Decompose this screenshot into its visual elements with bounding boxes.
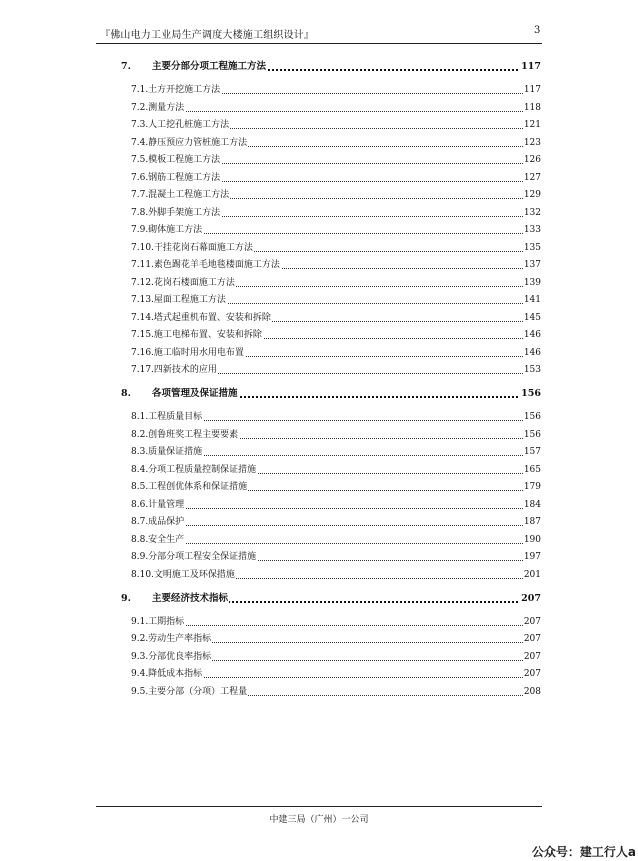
toc-item[interactable] xyxy=(131,550,541,564)
toc-item[interactable] xyxy=(131,667,541,681)
toc-page-number: 137 xyxy=(523,260,541,270)
toc-page-number: 179 xyxy=(523,482,541,492)
toc-section[interactable] xyxy=(121,60,541,74)
toc-item-label: 7.5.模板工程施工方法 xyxy=(131,155,221,165)
toc-item[interactable] xyxy=(131,463,541,477)
toc-item[interactable] xyxy=(131,206,541,220)
toc-page-number: 139 xyxy=(523,277,541,288)
toc-page-number: 157 xyxy=(523,447,541,457)
toc-item[interactable] xyxy=(131,188,541,202)
toc-item[interactable] xyxy=(131,293,541,307)
toc-item[interactable] xyxy=(131,241,541,255)
toc-section-number: 7. xyxy=(121,60,155,74)
toc-item[interactable] xyxy=(131,445,541,459)
toc-item-label: 8.6.计量管理 xyxy=(131,499,185,510)
toc-section-label: 各项管理及保证措施 xyxy=(152,388,238,399)
toc-item-label: 7.12.花岗石楼面施工方法 xyxy=(131,277,235,288)
toc-item-label: 7.9.砌体施工方法 xyxy=(131,225,203,235)
toc-page-number: 146 xyxy=(523,347,541,358)
toc-section-label: 主要分部分项工程施工方法 xyxy=(152,61,267,72)
toc-item-label: 8.5.工程创优体系和保证措施 xyxy=(131,482,248,492)
toc-item[interactable] xyxy=(131,171,541,185)
toc-page-number: 132 xyxy=(523,207,541,218)
toc-item[interactable] xyxy=(131,533,541,547)
toc-item[interactable] xyxy=(131,615,541,629)
toc-page-number: 207 xyxy=(523,669,541,679)
toc-page-number: 126 xyxy=(523,155,541,165)
toc-item-label: 7.13.屋面工程施工方法 xyxy=(131,295,226,305)
toc-section-number: 9. xyxy=(121,592,155,606)
toc-page-number: 153 xyxy=(523,365,541,375)
toc-item[interactable] xyxy=(131,632,541,646)
toc-section[interactable] xyxy=(121,387,541,401)
toc-section-label: 主要经济技术指标 xyxy=(152,592,229,604)
toc-page-number: 133 xyxy=(523,225,541,235)
toc-item[interactable] xyxy=(131,363,541,377)
toc-item-label: 8.9.分部分项工程安全保证措施 xyxy=(131,552,257,562)
toc-item-label: 7.14.塔式起重机布置、安装和拆除 xyxy=(131,312,271,323)
toc-item-label: 8.3.质量保证措施 xyxy=(131,447,203,457)
toc-item-label: 9.5.主要分部（分项）工程量 xyxy=(131,686,248,697)
toc-item-label: 8.1.工程质量目标 xyxy=(131,412,203,422)
toc-item[interactable] xyxy=(131,83,541,97)
toc-item[interactable] xyxy=(131,328,541,342)
toc-page-number: 187 xyxy=(523,517,541,527)
toc-dot-leader xyxy=(131,525,541,526)
toc-page-number: 117 xyxy=(523,85,541,95)
toc-item[interactable] xyxy=(131,685,541,699)
toc-item-label: 8.2.创鲁班奖工程主要要素 xyxy=(131,429,239,440)
toc-item-label: 9.1.工期指标 xyxy=(131,616,185,627)
footer-divider xyxy=(96,806,542,807)
toc-item[interactable] xyxy=(131,498,541,512)
toc-page-number: 127 xyxy=(523,172,541,183)
toc-item-label: 7.15.施工电梯布置、安装和拆除 xyxy=(131,330,262,340)
toc-item[interactable] xyxy=(131,101,541,115)
toc-dot-leader xyxy=(131,625,541,626)
toc-item-label: 7.8.外脚手架施工方法 xyxy=(131,207,221,218)
toc-page-number: 184 xyxy=(523,499,541,510)
toc-dot-leader xyxy=(131,111,541,112)
toc-page-number: 156 xyxy=(521,388,541,399)
toc-page-number: 197 xyxy=(523,552,541,562)
toc-section[interactable] xyxy=(121,592,541,606)
toc-item-label: 7.7.混凝土工程施工方法 xyxy=(131,190,230,200)
toc-item-label: 7.6.钢筋工程施工方法 xyxy=(131,172,221,183)
footer-company: 中建三局（广州）一公司 xyxy=(269,815,369,825)
toc-item-label: 7.10.干挂花岗石幕面施工方法 xyxy=(131,242,253,253)
page-number: 3 xyxy=(534,25,541,36)
toc-page-number: 129 xyxy=(523,190,541,200)
toc-item-label: 8.8.安全生产 xyxy=(131,534,185,545)
toc-page-number: 156 xyxy=(523,429,541,440)
toc-item-label: 7.16.施工临时用水用电布置 xyxy=(131,347,244,358)
toc-page-number: 156 xyxy=(523,412,541,422)
toc-item[interactable] xyxy=(131,480,541,494)
toc-item-label: 8.7.成品保护 xyxy=(131,517,185,527)
toc-item[interactable] xyxy=(131,223,541,237)
watermark-text: 公众号：建工行人a xyxy=(531,845,636,859)
toc-item-label: 8.10.文明施工及环保措施 xyxy=(131,569,235,580)
toc-item[interactable] xyxy=(131,650,541,664)
toc-item[interactable] xyxy=(131,410,541,424)
toc-item[interactable] xyxy=(131,276,541,290)
toc-item[interactable] xyxy=(131,118,541,132)
toc-item-label: 7.3.人工挖孔桩施工方法 xyxy=(131,120,230,130)
toc-section-number: 8. xyxy=(121,387,155,401)
toc-page-number: 118 xyxy=(523,102,541,113)
toc-item[interactable] xyxy=(131,568,541,582)
toc-item-label: 7.1.土方开挖施工方法 xyxy=(131,85,221,95)
toc-item-label: 7.2.测量方法 xyxy=(131,102,185,113)
toc-item[interactable] xyxy=(131,153,541,167)
toc-item[interactable] xyxy=(131,258,541,272)
toc-page-number: 145 xyxy=(523,312,541,323)
toc-item[interactable] xyxy=(131,136,541,150)
page-header-title: 『佛山电力工业局生产调度大楼施工组织设计』 xyxy=(100,30,315,41)
toc-item[interactable] xyxy=(131,346,541,360)
toc-dot-leader xyxy=(131,543,541,544)
toc-dot-leader xyxy=(131,508,541,509)
toc-page-number: 207 xyxy=(523,634,541,644)
toc-page-number: 207 xyxy=(521,592,541,604)
toc-page-number: 123 xyxy=(523,137,541,148)
toc-item-label: 9.4.降低成本指标 xyxy=(131,669,203,679)
toc-page-number: 207 xyxy=(523,616,541,627)
toc-page-number: 201 xyxy=(523,569,541,580)
toc-item-label: 7.4.静压预应力管桩施工方法 xyxy=(131,137,248,148)
toc-page-number: 190 xyxy=(523,534,541,545)
toc-page-number: 121 xyxy=(523,120,541,130)
toc-item-label: 9.3.分部优良率指标 xyxy=(131,651,212,662)
toc-item[interactable] xyxy=(131,428,541,442)
toc-item-label: 7.11.素色踢花羊毛地毯楼面施工方法 xyxy=(131,260,280,270)
toc-page-number: 135 xyxy=(523,242,541,253)
toc-item-label: 7.17.四新技术的应用 xyxy=(131,365,217,375)
toc-page-number: 146 xyxy=(523,330,541,340)
toc-item[interactable] xyxy=(131,311,541,325)
toc-item[interactable] xyxy=(131,515,541,529)
toc-page-number: 208 xyxy=(523,686,541,697)
toc-item-label: 9.2.劳动生产率指标 xyxy=(131,634,212,644)
toc-page-number: 207 xyxy=(523,651,541,662)
toc-page-number: 141 xyxy=(523,295,541,305)
toc-item-label: 8.4.分项工程质量控制保证措施 xyxy=(131,464,257,475)
toc-page-number: 165 xyxy=(523,464,541,475)
toc-page-number: 117 xyxy=(521,61,541,72)
